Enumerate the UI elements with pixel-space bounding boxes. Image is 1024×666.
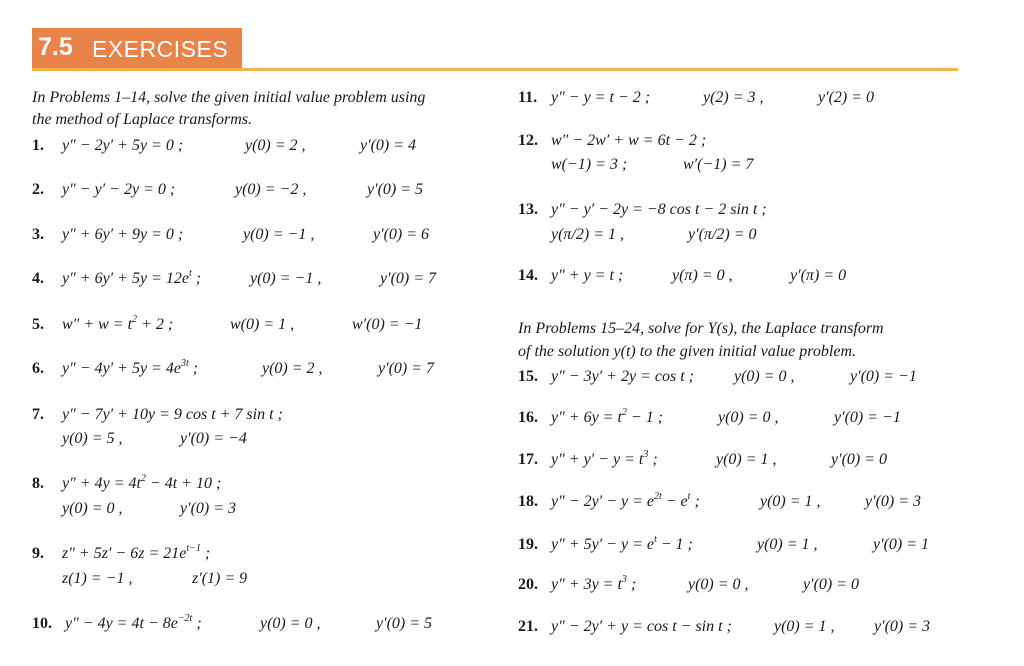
problem-equation: $y'' + 6y' + 5y = 12e^t$ ; [62, 268, 202, 287]
problem-equation: y″ − 2y′ + 5y = 0 ; [62, 137, 184, 154]
problem-equation: $y'' - 4y = 4t - 8e^{-2t}$ ; [65, 613, 202, 632]
problem-number: 6. [32, 360, 44, 377]
initial-condition-2: y′(π) = 0 [790, 267, 847, 284]
initial-condition-1: y(0) = 2 , [245, 137, 306, 154]
problem-equation: y″ + y = t ; [551, 267, 624, 284]
section-title: EXERCISES [92, 36, 229, 62]
initial-condition-2: y′(0) = 1 [873, 536, 930, 553]
initial-condition-1: y(0) = 2 , [262, 360, 323, 377]
initial-condition-1: y(0) = −2 , [235, 181, 307, 198]
intro-right-line-2: of the solution y(t) to the given initial value problem. [518, 343, 857, 360]
problem-number: 3. [32, 226, 44, 243]
initial-condition-2: y′(0) = 3 [874, 618, 931, 635]
problem-equation: y″ − 3y′ + 2y = cos t ; [551, 368, 694, 385]
initial-condition-1: y(0) = 1 , [760, 493, 821, 510]
problem-equation: $w'' + w = t^2 + 2$ ; [62, 314, 174, 333]
initial-condition-2: y′(0) = 3 [180, 500, 237, 517]
initial-condition-2: y′(0) = 7 [380, 270, 437, 287]
initial-condition-2: y′(0) = 0 [803, 576, 860, 593]
problem-equation: $y'' - 4y' + 5y = 4e^{3t}$ ; [62, 358, 199, 377]
problem-number: 16. [518, 409, 538, 426]
problem-number: 17. [518, 451, 538, 468]
problem-number: 21. [518, 618, 538, 635]
initial-condition-2: y′(2) = 0 [818, 89, 875, 106]
problem-number: 18. [518, 493, 538, 510]
intro-left-line-2: the method of Laplace transforms. [32, 111, 252, 128]
problem-number: 10. [32, 615, 52, 632]
initial-condition-1: y(0) = 0 , [734, 368, 795, 385]
initial-condition-2: y′(0) = 3 [865, 493, 922, 510]
problem-equation: y″ − y′ − 2y = −8 cos t − 2 sin t ; [551, 201, 767, 218]
problem-number: 9. [32, 545, 44, 562]
problem-equation: $y'' - 2y' - y = e^{2t} - e^t$ ; [551, 491, 700, 510]
initial-condition-1: y(0) = 0 , [688, 576, 749, 593]
initial-condition-2: y′(0) = 5 [376, 615, 433, 632]
problem-equation: $z'' + 5z' - 6z = 21e^{t-1}$ ; [62, 543, 211, 562]
initial-condition-2: y′(0) = −1 [850, 368, 917, 385]
section-number: 7.5 [38, 33, 73, 61]
initial-condition-2: y′(0) = 7 [378, 360, 435, 377]
initial-condition-1: y(0) = 0 , [260, 615, 321, 632]
problem-number: 2. [32, 181, 44, 198]
problem-equation: $y'' + 4y = 4t^2 - 4t + 10$ ; [62, 473, 222, 492]
problem-number: 4. [32, 270, 44, 287]
initial-condition-2: y′(0) = 5 [367, 181, 424, 198]
initial-condition-1: y(0) = 0 , [718, 409, 779, 426]
initial-condition-1: y(0) = −1 , [250, 270, 322, 287]
problem-number: 15. [518, 368, 538, 385]
problem-equation: y″ − y′ − 2y = 0 ; [62, 181, 176, 198]
initial-condition-1: w(0) = 1 , [230, 316, 295, 333]
problem-number: 8. [32, 475, 44, 492]
initial-condition-1: y(0) = 1 , [774, 618, 835, 635]
initial-condition-2: y′(0) = 4 [360, 137, 417, 154]
problem-equation: $y'' + 6y = t^2 - 1$ ; [551, 407, 664, 426]
initial-condition-2: y′(π/2) = 0 [688, 226, 757, 243]
problem-number: 19. [518, 536, 538, 553]
problem-equation: $y'' + y' - y = t^3$ ; [551, 449, 658, 468]
initial-condition-2: y′(0) = 6 [373, 226, 430, 243]
problem-equation: w″ − 2w′ + w = 6t − 2 ; [551, 132, 707, 149]
problem-equation: y″ − 7y′ + 10y = 9 cos t + 7 sin t ; [62, 406, 283, 423]
initial-condition-1: y(π) = 0 , [672, 267, 733, 284]
header-rule [32, 68, 958, 71]
problem-equation: $y'' + 5y' - y = e^t - 1$ ; [551, 534, 693, 553]
initial-condition-2: z′(1) = 9 [192, 570, 248, 587]
problem-number: 7. [32, 406, 44, 423]
initial-condition-1: y(0) = 1 , [716, 451, 777, 468]
initial-condition-2: y′(0) = −1 [834, 409, 901, 426]
initial-condition-1: y(0) = 0 , [62, 500, 123, 517]
problem-equation: y″ − 2y′ + y = cos t − sin t ; [551, 618, 732, 635]
initial-condition-1: y(0) = 5 , [62, 430, 123, 447]
initial-condition-1: y(0) = −1 , [243, 226, 315, 243]
problem-equation: y″ − y = t − 2 ; [551, 89, 651, 106]
initial-condition-1: y(2) = 3 , [703, 89, 764, 106]
intro-right-line-1: In Problems 15–24, solve for Y(s), the Laplace transform [518, 320, 884, 337]
problem-number: 11. [518, 89, 538, 106]
problem-equation: $y'' + 3y = t^3$ ; [551, 574, 637, 593]
initial-condition-1: y(π/2) = 1 , [551, 226, 625, 243]
problem-equation: y″ + 6y′ + 9y = 0 ; [62, 226, 184, 243]
initial-condition-2: w′(−1) = 7 [683, 156, 754, 173]
initial-condition-1: w(−1) = 3 ; [551, 156, 628, 173]
problem-number: 12. [518, 132, 538, 149]
problem-number: 1. [32, 137, 44, 154]
intro-left-line-1: In Problems 1–14, solve the given initial value problem using [32, 89, 426, 106]
problem-number: 14. [518, 267, 538, 284]
initial-condition-1: y(0) = 1 , [757, 536, 818, 553]
problem-number: 13. [518, 201, 538, 218]
initial-condition-2: w′(0) = −1 [352, 316, 423, 333]
initial-condition-1: z(1) = −1 , [62, 570, 133, 587]
problem-number: 20. [518, 576, 538, 593]
initial-condition-2: y′(0) = 0 [831, 451, 888, 468]
problem-number: 5. [32, 316, 44, 333]
initial-condition-2: y′(0) = −4 [180, 430, 247, 447]
